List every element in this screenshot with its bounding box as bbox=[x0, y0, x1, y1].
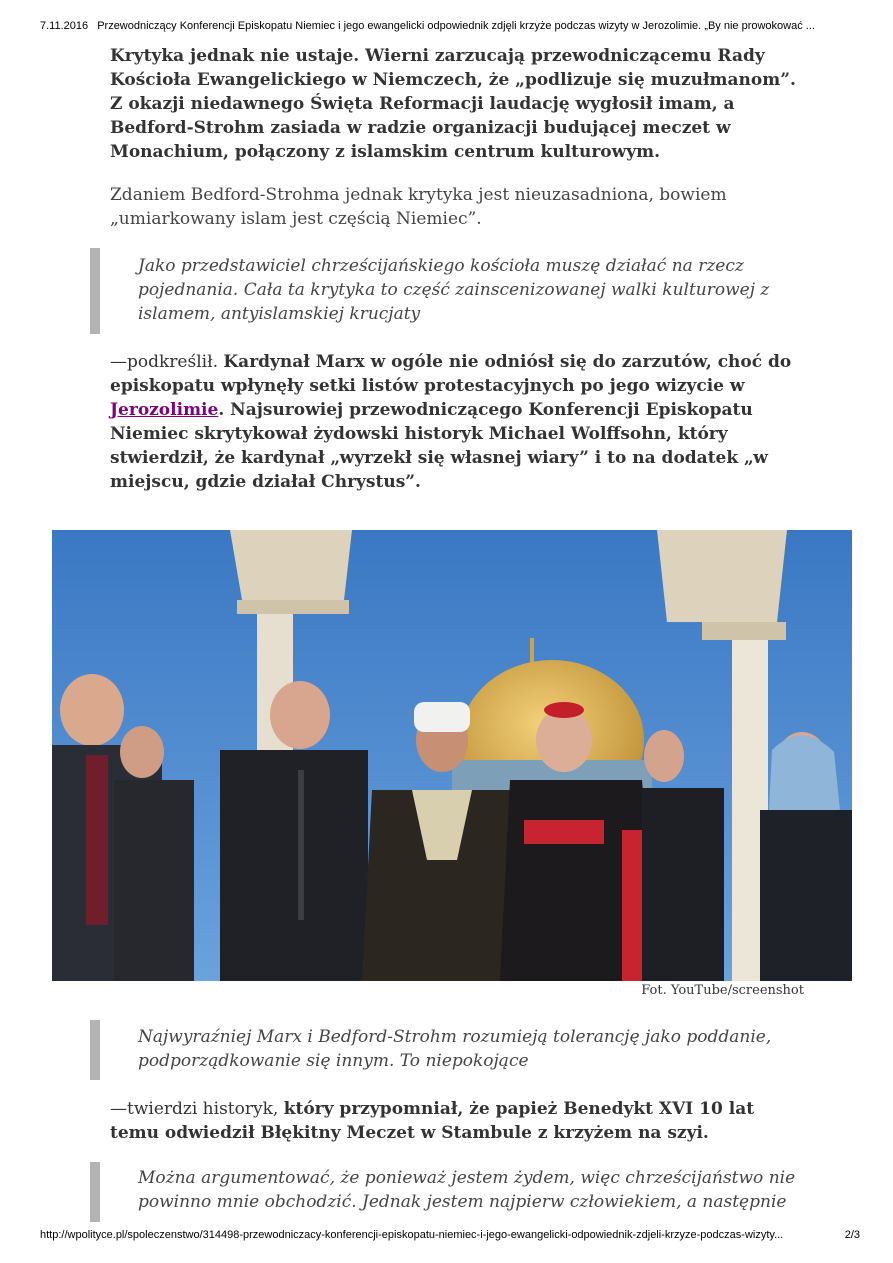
print-header bbox=[40, 20, 860, 32]
blockquote-1 bbox=[90, 248, 810, 334]
paragraph-3-lead: —podkreślił. bbox=[110, 352, 224, 372]
print-url: http://wpolityce.pl/spoleczenstwo/314498-przewodniczacy-konferencji-episkopatu-niemiec-i-jego-ewangelicki-odpowiednik-zdjeli-krzyze-podczas-wizyty... bbox=[40, 1229, 784, 1241]
paragraph-3-bold-2: . Najsurowiej przewodniczącego Konferencji Episkopatu Niemiec skrytykował żydowski historyk Michael Wolffsohn, który stwierdził, że kardynał „wyrzekł się własnej wiary” i to na dodatek „w miejscu, gdzie działał Chrystus”. bbox=[110, 400, 768, 492]
print-date: 7.11.2016 bbox=[40, 20, 89, 32]
quote-3-text: Można argumentować, że ponieważ jestem żydem, więc chrześcijaństwo nie powinno mnie obchodzić. Jednak jestem najpierw człowiekiem, a następnie bbox=[138, 1168, 796, 1212]
quote-1-text: Jako przedstawiciel chrześcijańskiego kościoła muszę działać na rzecz pojednania. Cała ta krytyka to część zainscenizowanej walki kulturowej z islamem, antyislamskiej krucjaty bbox=[138, 256, 770, 324]
paragraph-3 bbox=[110, 350, 800, 494]
print-footer bbox=[40, 1229, 860, 1241]
paragraph-4 bbox=[110, 1097, 800, 1145]
paragraph-3-bold-1: Kardynał Marx w ogóle nie odniósł się do zarzutów, choć do episkopatu wpłynęły setki listów protestacyjnych po jego wizycie w bbox=[110, 352, 792, 396]
article-photo bbox=[52, 530, 852, 981]
blockquote-3 bbox=[90, 1162, 810, 1222]
paragraph-4-bold: który przypomniał, że papież Benedykt XVI 10 lat temu odwiedził Błękitny Meczet w Stambule z krzyżem na szyi. bbox=[110, 1099, 755, 1143]
photo-caption: Fot. YouTube/screenshot bbox=[641, 983, 804, 998]
jerozolimie-link[interactable]: Jerozolimie bbox=[110, 400, 219, 420]
print-page-title: Przewodniczący Konferencji Episkopatu Niemiec i jego ewangelicki odpowiednik zdjęli krzyże podczas wizyty w Jerozolimie. „By nie prowokować ... bbox=[97, 20, 815, 32]
blockquote-2 bbox=[90, 1020, 810, 1080]
paragraph-4-lead: —twierdzi historyk, bbox=[110, 1099, 284, 1119]
lead-paragraph: Krytyka jednak nie ustaje. Wierni zarzucają przewodniczącemu Rady Kościoła Ewangelickiego w Niemczech, że „podlizuje się muzułmanom”. Z okazji niedawnego Święta Reformacji laudację wygłosił imam, a Bedford-Strohm zasiada w radzie organizacji budującej meczet w Monachium, połączony z islamskim centrum kulturowym. bbox=[110, 46, 796, 162]
page-number: 2/3 bbox=[844, 1229, 860, 1241]
quote-bar bbox=[90, 248, 100, 334]
quote-bar bbox=[90, 1162, 100, 1222]
paragraph-2: Zdaniem Bedford-Strohma jednak krytyka jest nieuzasadniona, bowiem „umiarkowany islam jest częścią Niemiec”. bbox=[110, 185, 727, 229]
quote-2-text: Najwyraźniej Marx i Bedford-Strohm rozumieją tolerancję jako poddanie, podporządkowanie się innym. To niepokojące bbox=[138, 1027, 772, 1071]
quote-bar bbox=[90, 1020, 100, 1080]
